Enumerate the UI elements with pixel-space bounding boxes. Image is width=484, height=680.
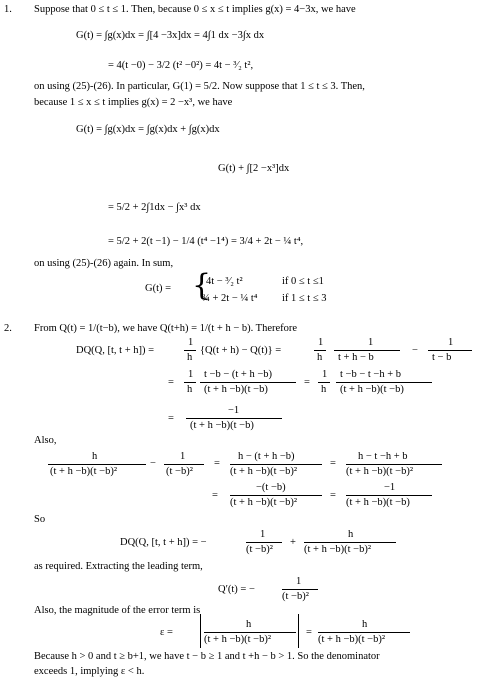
problem2-intro: From Q(t) = 1/(t−b), we have Q(t+h) = 1/(t + h − b). Therefore: [34, 323, 298, 334]
also-a-num: h: [92, 451, 98, 462]
so-a-den: (t −b)²: [246, 544, 273, 555]
line1-b-den: t − b: [432, 352, 452, 363]
problem1-because: because 1 ≤ x ≤ t implies g(x) = 2 −x³, we have: [34, 97, 233, 108]
line2-num-b: t −b − t −h + b: [340, 369, 402, 380]
so-b-num: h: [348, 529, 354, 540]
equals-sign: =: [168, 377, 174, 388]
line1-b-num: 1: [448, 337, 454, 348]
fraction-bar: [230, 495, 322, 496]
exceeds-line: exceeds 1, implying ε < h.: [34, 666, 145, 677]
problem1-case1: 4t − ³⁄₂ t²: [206, 276, 243, 287]
also-d-num: h − t −h + b: [358, 451, 408, 462]
eps-num-2: h: [362, 619, 368, 630]
problem1-sum-lhs: G(t) =: [145, 283, 172, 294]
fraction-bar: [204, 632, 296, 633]
minus-sign: −: [150, 458, 156, 469]
problem1-eq2b: G(t) + ∫[2 −x³]dx: [218, 163, 290, 174]
also-a-den: (t + h −b)(t −b)²: [50, 466, 117, 477]
eps-num: h: [246, 619, 252, 630]
so-b-den: (t + h −b)(t −b)²: [304, 544, 371, 555]
left-brace-icon: {: [192, 268, 212, 303]
eps-den-2: (t + h −b)(t −b)²: [318, 634, 385, 645]
fraction-bar: [318, 382, 330, 383]
qprime-num: 1: [296, 576, 302, 587]
problem1-eq1a: G(t) = ∫g(x)dx = ∫[4 −3x]dx = 4∫1 dx −3∫x dx: [76, 30, 265, 41]
qprime-den: (t −b)²: [282, 591, 309, 602]
problem1-eq1b: = 4(t −0) − 3/2 (t² −0²) = 4t − ³⁄₂ t²,: [108, 60, 254, 71]
as-required-text: as required. Extracting the leading term,: [34, 561, 203, 572]
fraction-bar: [48, 464, 146, 465]
fraction-bar: [428, 350, 472, 351]
fraction-bar: [184, 350, 196, 351]
line2-den-a: (t + h −b)(t −b): [204, 384, 268, 395]
problem-number-1: 1.: [4, 4, 12, 15]
frac-h: h: [321, 384, 327, 395]
frac-h: h: [187, 352, 193, 363]
frac-one: 1: [318, 337, 324, 348]
so-a-num: 1: [260, 529, 266, 540]
fraction-bar: [200, 382, 296, 383]
problem-number-2: 2.: [4, 323, 12, 334]
also-b-num: 1: [180, 451, 186, 462]
equals-sign: =: [214, 458, 220, 469]
problem1-eq2c: = 5/2 + 2∫1dx − ∫x³ dx: [108, 202, 201, 213]
abs-bar-right: [298, 614, 299, 648]
qprime-lhs: Q′(t) = −: [218, 584, 255, 595]
equals-sign: =: [306, 627, 312, 638]
fraction-bar: [230, 464, 322, 465]
eps-lhs: ε =: [160, 627, 173, 638]
problem1-eq2d: = 5/2 + 2(t −1) − 1/4 (t⁴ −1⁴) = 3/4 + 2t − ¼ t⁴,: [108, 236, 304, 247]
fraction-bar: [314, 350, 326, 351]
dq-line1-mid: {Q(t + h) − Q(t)} =: [200, 345, 282, 356]
problem1-intro: Suppose that 0 ≤ t ≤ 1. Then, because 0 ≤ x ≤ t implies g(x) = 4−3x, we have: [34, 4, 356, 15]
fraction-bar: [334, 350, 400, 351]
line1-a-num: 1: [368, 337, 374, 348]
fraction-bar: [184, 382, 196, 383]
because-line: Because h > 0 and t ≥ b+1, we have t − b ≥ 1 and t +h − b > 1. So the denominator: [34, 651, 380, 662]
problem1-case1-condition: if 0 ≤ t ≤1: [282, 276, 324, 287]
also-e-den: (t + h −b)(t −b)²: [230, 497, 297, 508]
frac-one: 1: [322, 369, 328, 380]
equals-sign: =: [168, 413, 174, 424]
equals-sign: =: [330, 458, 336, 469]
eps-den: (t + h −b)(t −b)²: [204, 634, 271, 645]
fraction-bar: [164, 464, 204, 465]
so-lhs: DQ(Q, [t, t + h]) = −: [120, 537, 207, 548]
fraction-bar: [346, 495, 432, 496]
also-f-den: (t + h −b)(t −b): [346, 497, 410, 508]
frac-h: h: [317, 352, 323, 363]
line1-a-den: t + h − b: [338, 352, 374, 363]
problem1-eq2a: G(t) = ∫g(x)dx = ∫g(x)dx + ∫g(x)dx: [76, 124, 220, 135]
also-f-num: −1: [384, 482, 396, 493]
fraction-bar: [246, 542, 282, 543]
frac-one: 1: [188, 369, 194, 380]
minus-sign: −: [412, 345, 418, 356]
magnitude-text: Also, the magnitude of the error term is: [34, 605, 201, 616]
also-label: Also,: [34, 435, 57, 446]
line3-num: −1: [228, 405, 240, 416]
line3-den: (t + h −b)(t −b): [190, 420, 254, 431]
problem1-on-using-again: on using (25)-(26) again. In sum,: [34, 258, 174, 269]
also-c-den: (t + h −b)(t −b)²: [230, 466, 297, 477]
fraction-bar: [282, 589, 318, 590]
frac-one: 1: [188, 337, 194, 348]
also-d-den: (t + h −b)(t −b)²: [346, 466, 413, 477]
fraction-bar: [186, 418, 282, 419]
line2-den-b: (t + h −b)(t −b): [340, 384, 404, 395]
fraction-bar: [304, 542, 396, 543]
line2-num-a: t −b − (t + h −b): [204, 369, 273, 380]
also-b-den: (t −b)²: [166, 466, 193, 477]
equals-sign: =: [330, 490, 336, 501]
fraction-bar: [346, 464, 442, 465]
fraction-bar: [318, 632, 410, 633]
dq-lhs: DQ(Q, [t, t + h]) =: [76, 345, 155, 356]
abs-bar-left: [200, 614, 201, 648]
problem1-on-using: on using (25)-(26). In particular, G(1) = 5/2. Now suppose that 1 ≤ t ≤ 3. Then,: [34, 81, 365, 92]
equals-sign: =: [304, 377, 310, 388]
fraction-bar: [336, 382, 432, 383]
also-e-num: −(t −b): [256, 482, 286, 493]
so-label: So: [34, 514, 46, 525]
equals-sign: =: [212, 490, 218, 501]
problem1-case2-condition: if 1 ≤ t ≤ 3: [282, 293, 327, 304]
plus-sign: +: [290, 537, 296, 548]
frac-h: h: [187, 384, 193, 395]
problem1-case2: ¾ + 2t − ¼ t⁴: [202, 293, 258, 304]
also-c-num: h − (t + h −b): [238, 451, 295, 462]
